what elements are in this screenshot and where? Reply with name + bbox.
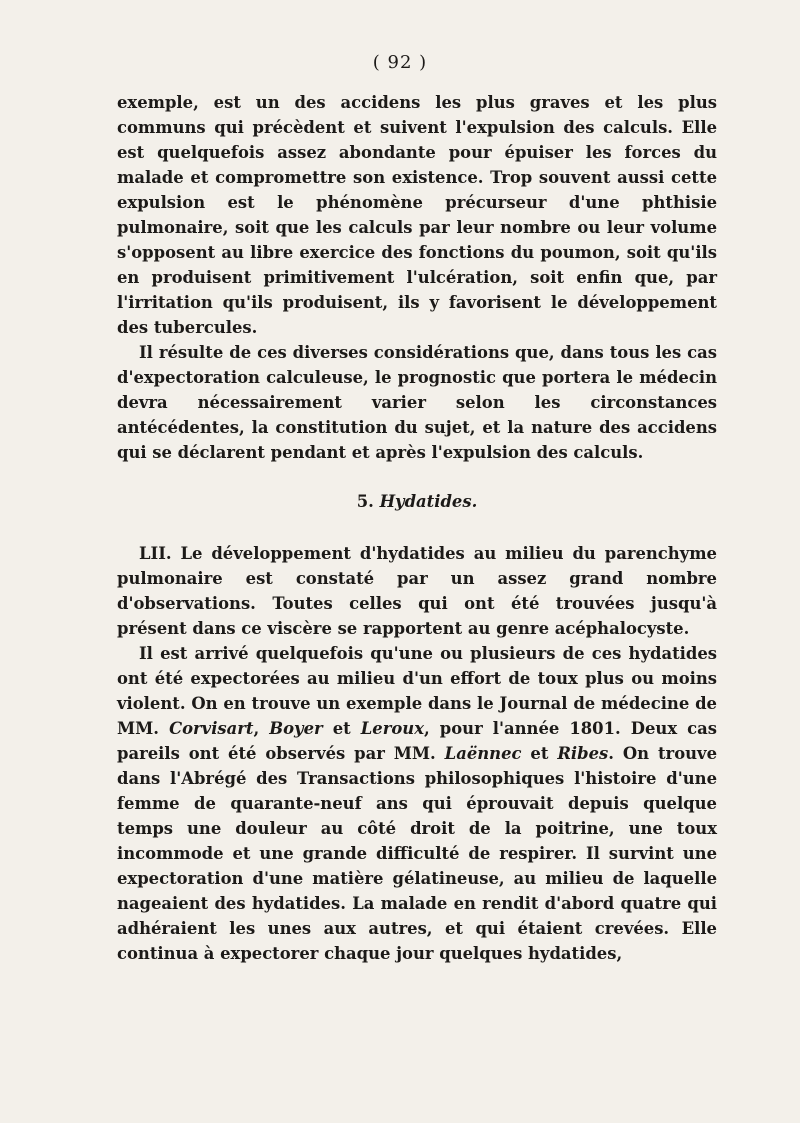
section-heading (117, 489, 717, 514)
author-name-laennec: Laënnec (444, 744, 522, 763)
author-name-ribes: Ribes (557, 744, 609, 763)
paragraph-1: exemple, est un des accidens les plus graves et les plus communs qui précèdent et suivent l'expulsion des calculs. Elle est quelquefois assez abondante pour épuiser les forces du malade et compromettre son existence. Trop souvent aussi cette expulsion est le phénomène précurseur d'une phthisie pulmonaire, soit que les calculs par leur nombre ou leur volume s'opposent au libre exercice des fonctions du poumon, soit qu'ils en produisent primitivement l'ulcération, soit enfin que, par l'irritation qu'ils produisent, ils y favorisent le développement des tubercules. (117, 93, 717, 337)
section-title: Hydatides. (379, 492, 478, 511)
separator: et (521, 744, 558, 763)
paragraph-3: LII. Le développement d'hydatides au milieu du parenchyme pulmonaire est constaté par un assez grand nombre d'observations. Toutes celles qui ont été trouvées jusqu'à présent dans ce viscère se rapportent au genre acéphalocyste. (117, 544, 717, 638)
body-text (117, 90, 717, 966)
separator: , (253, 719, 270, 738)
author-name-leroux: Leroux (360, 719, 424, 738)
author-name-corvisart: Corvisart (169, 719, 254, 738)
separator: et (322, 719, 361, 738)
author-name-boyer: Boyer (269, 719, 323, 738)
paragraph-4-part-3: . On trouve dans l'Abrégé des Transactions philosophiques l'histoire d'une femme de quarante-neuf ans qui éprouvait depuis quelque temps une douleur au côté droit de la poitrine, une toux incommode et une grande difficulté de respirer. Il survint une expectoration d'une matière gélatineuse, au milieu de laquelle nageaient des hydatides. La malade en rendit d'abord quatre qui adhéraient les unes aux autres, et qui étaient crevées. Elle continua à expectorer chaque jour quelques hydatides, (117, 744, 717, 963)
section-number: 5. (356, 492, 374, 511)
paragraph-4-part-1: Il est arrivé quelquefois qu'une ou plusieurs de ces hydatides ont été expectorées au milieu d'un effort de toux plus ou moins violent. On en trouve un exemple dans le Journal de médecine de MM. (117, 644, 717, 738)
paragraph-2: Il résulte de ces diverses considérations que, dans tous les cas d'expectoration calculeuse, le prognostic que portera le médecin devra nécessairement varier selon les circonstances antécédentes, la constitution du sujet, et la nature des accidens qui se déclarent pendant et après l'expulsion des calculs. (117, 343, 717, 462)
paragraph-4-part-2: , pour l'année 1801. Deux cas pareils ont été observés par MM. (117, 719, 717, 763)
page-number: ( 92 ) (372, 52, 428, 73)
paragraph-4 (117, 641, 717, 966)
